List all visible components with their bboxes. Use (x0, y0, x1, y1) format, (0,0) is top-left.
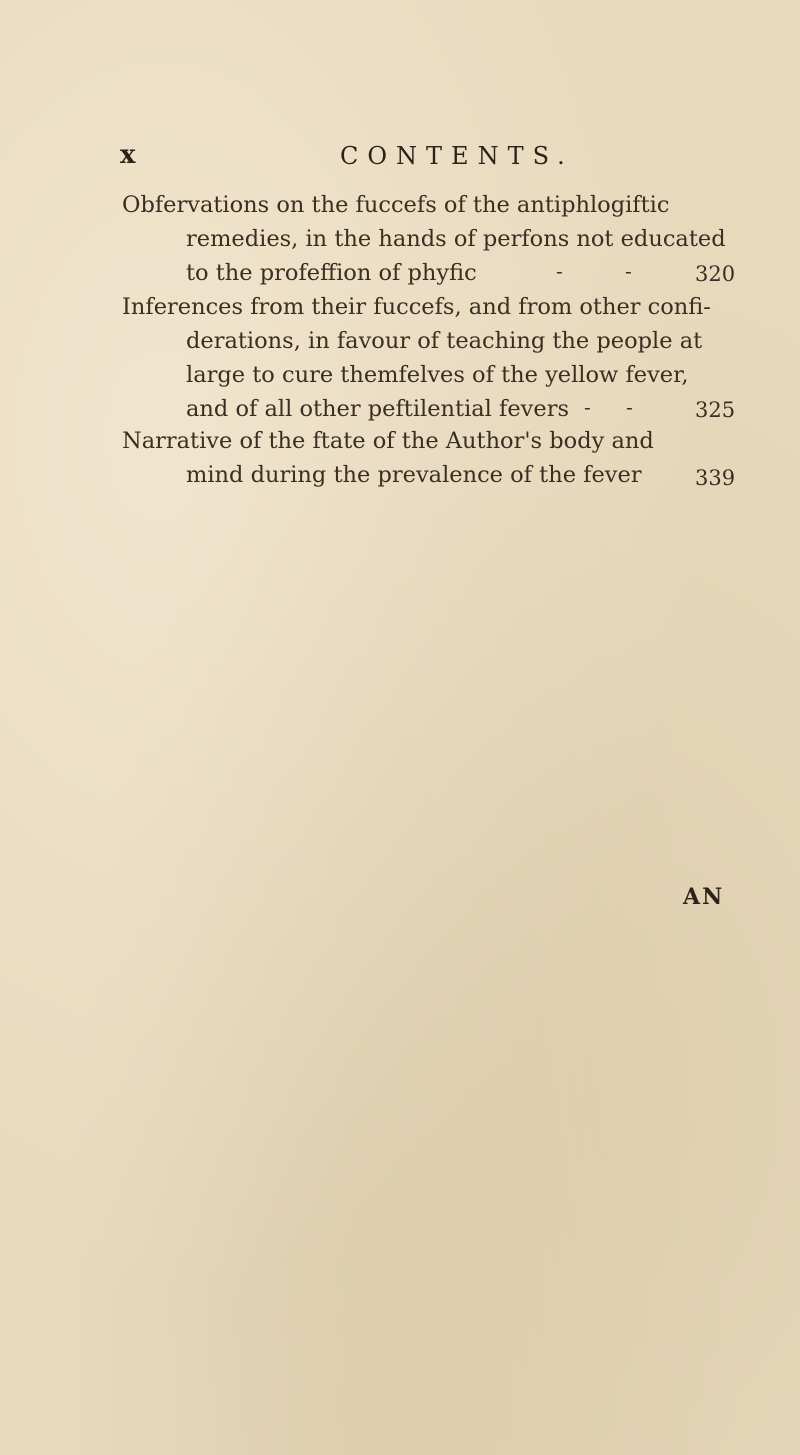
entry-line: and of all other peftilential fevers (186, 396, 570, 422)
entry-page-number: 320 (695, 262, 736, 286)
entry-line: derations, in favour of teaching the people at (186, 328, 703, 354)
entry-line: Narrative of the ftate of the Author's body and (122, 428, 654, 454)
leader-dash: - (625, 259, 632, 283)
entry-line: to the profeffion of phyfic (186, 260, 477, 286)
leader-dash: - (626, 395, 633, 419)
running-title: CONTENTS. (340, 142, 574, 170)
entry-line: Obfervations on the fuccefs of the antiphlogiftic (122, 192, 670, 218)
leader-dash: - (584, 395, 591, 419)
entry-line: Inferences from their fuccefs, and from other confi- (122, 294, 711, 320)
catchword: AN (683, 884, 725, 910)
entry-line: large to cure themfelves of the yellow fever, (186, 362, 689, 388)
page-numeral: x (120, 140, 136, 170)
entry-page-number: 339 (695, 466, 736, 490)
page-header (0, 140, 800, 180)
entry-line: mind during the prevalence of the fever (186, 462, 642, 488)
entry-page-number: 325 (695, 398, 736, 422)
leader-dash: - (556, 259, 563, 283)
entry-line: remedies, in the hands of perfons not educated (186, 226, 726, 252)
